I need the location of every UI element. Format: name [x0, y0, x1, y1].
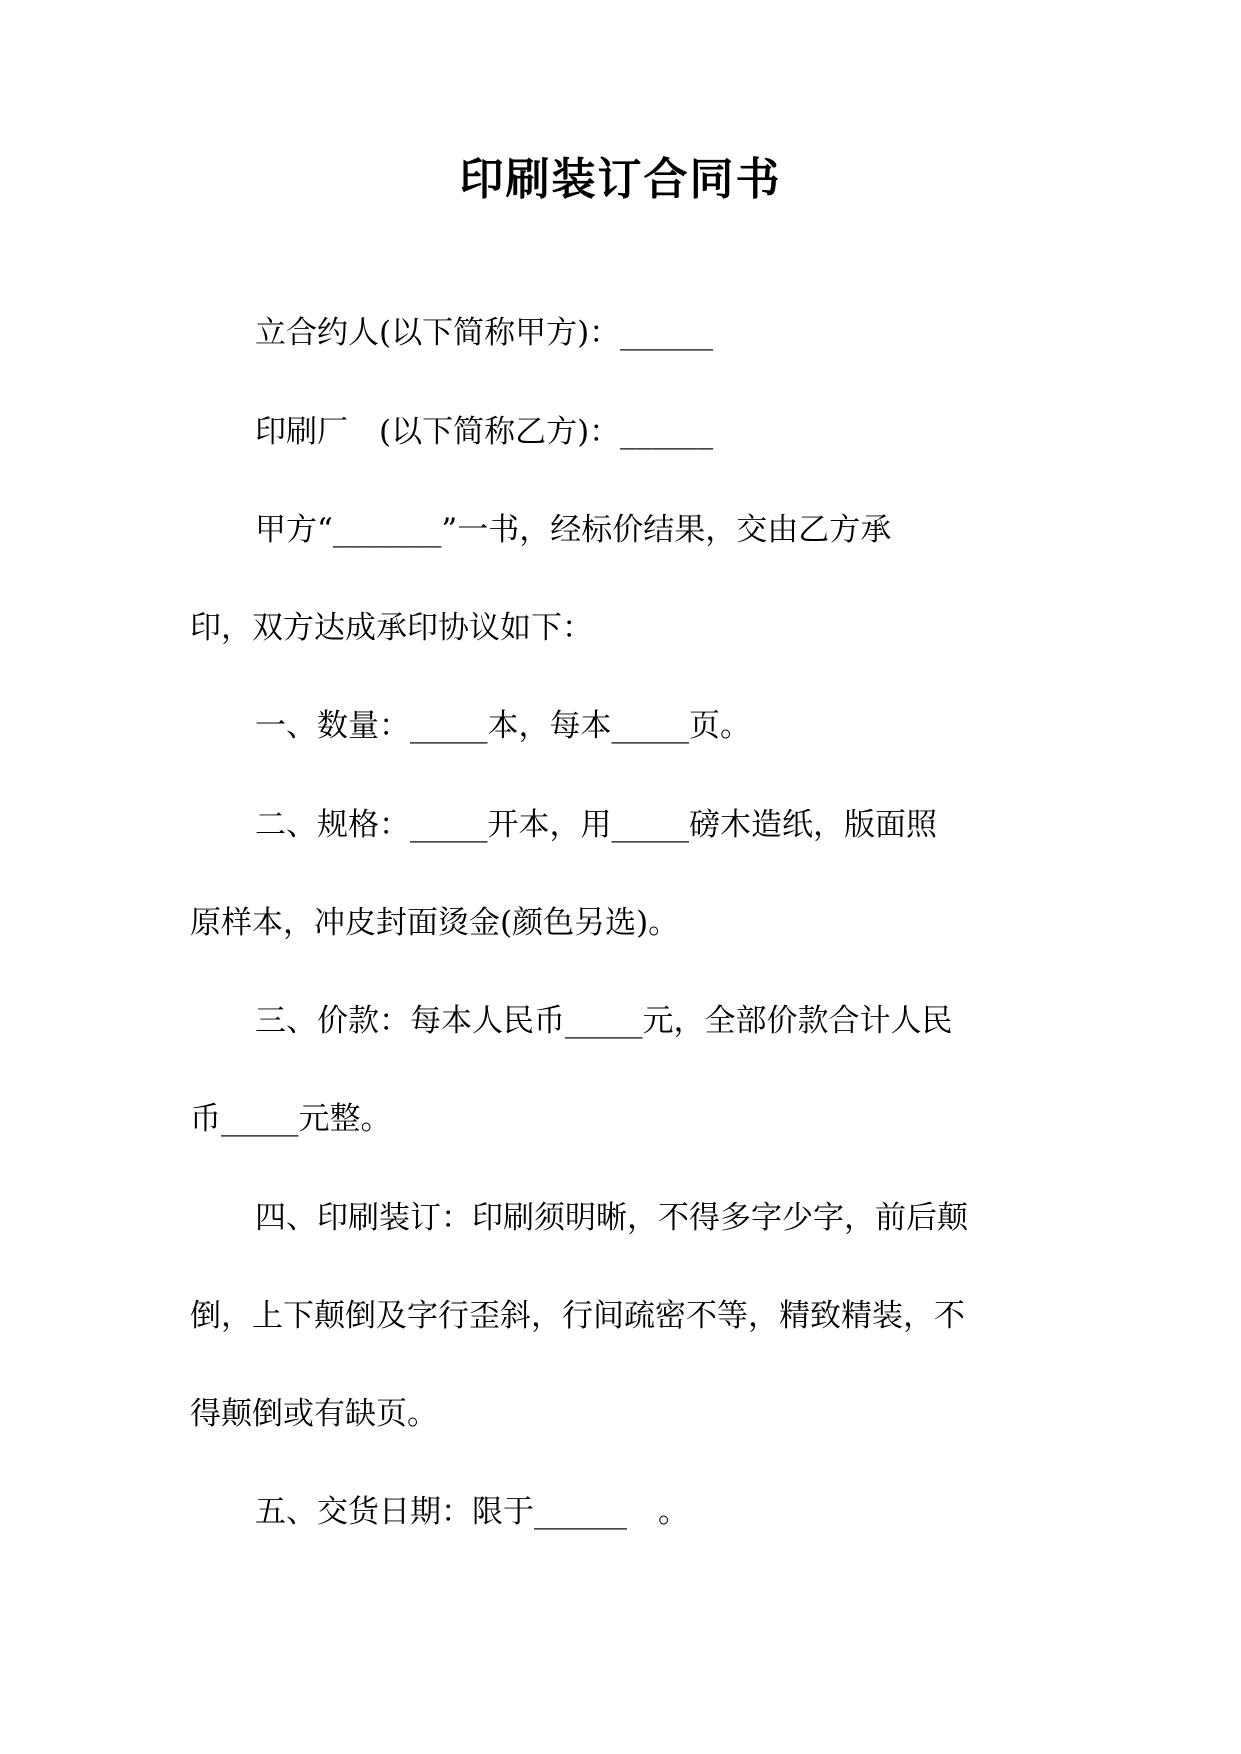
clause-3-price-line-1: 三、价款：每本人民币_____元，全部价款合计人民: [255, 1003, 953, 1039]
clause-5-delivery: 五、交货日期：限于______ 。: [255, 1494, 689, 1530]
party-b-line: 印刷厂 (以下简称乙方)：______: [255, 414, 714, 450]
intro-line-1: 甲方“_______”一书，经标价结果，交由乙方承: [255, 512, 892, 548]
clause-1-quantity: 一、数量：_____本，每本_____页。: [255, 708, 751, 744]
clause-4-binding-line-2: 倒，上下颠倒及字行歪斜，行间疏密不等，精致精装，不: [190, 1298, 965, 1334]
party-a-line: 立合约人(以下简称甲方)：______: [255, 315, 714, 351]
clause-2-spec-line-2: 原样本，冲皮封面烫金(颜色另选)。: [190, 905, 680, 941]
clause-4-binding-line-1: 四、印刷装订：印刷须明晰，不得多字少字，前后颠: [255, 1200, 968, 1236]
intro-line-2: 印，双方达成承印协议如下：: [190, 610, 593, 646]
clause-2-spec-line-1: 二、规格：_____开本，用_____磅木造纸，版面照: [255, 807, 937, 843]
clause-4-binding-line-3: 得颠倒或有缺页。: [190, 1396, 438, 1432]
clause-3-price-line-2: 币_____元整。: [190, 1101, 392, 1137]
document-title: 印刷装订合同书: [459, 154, 782, 205]
